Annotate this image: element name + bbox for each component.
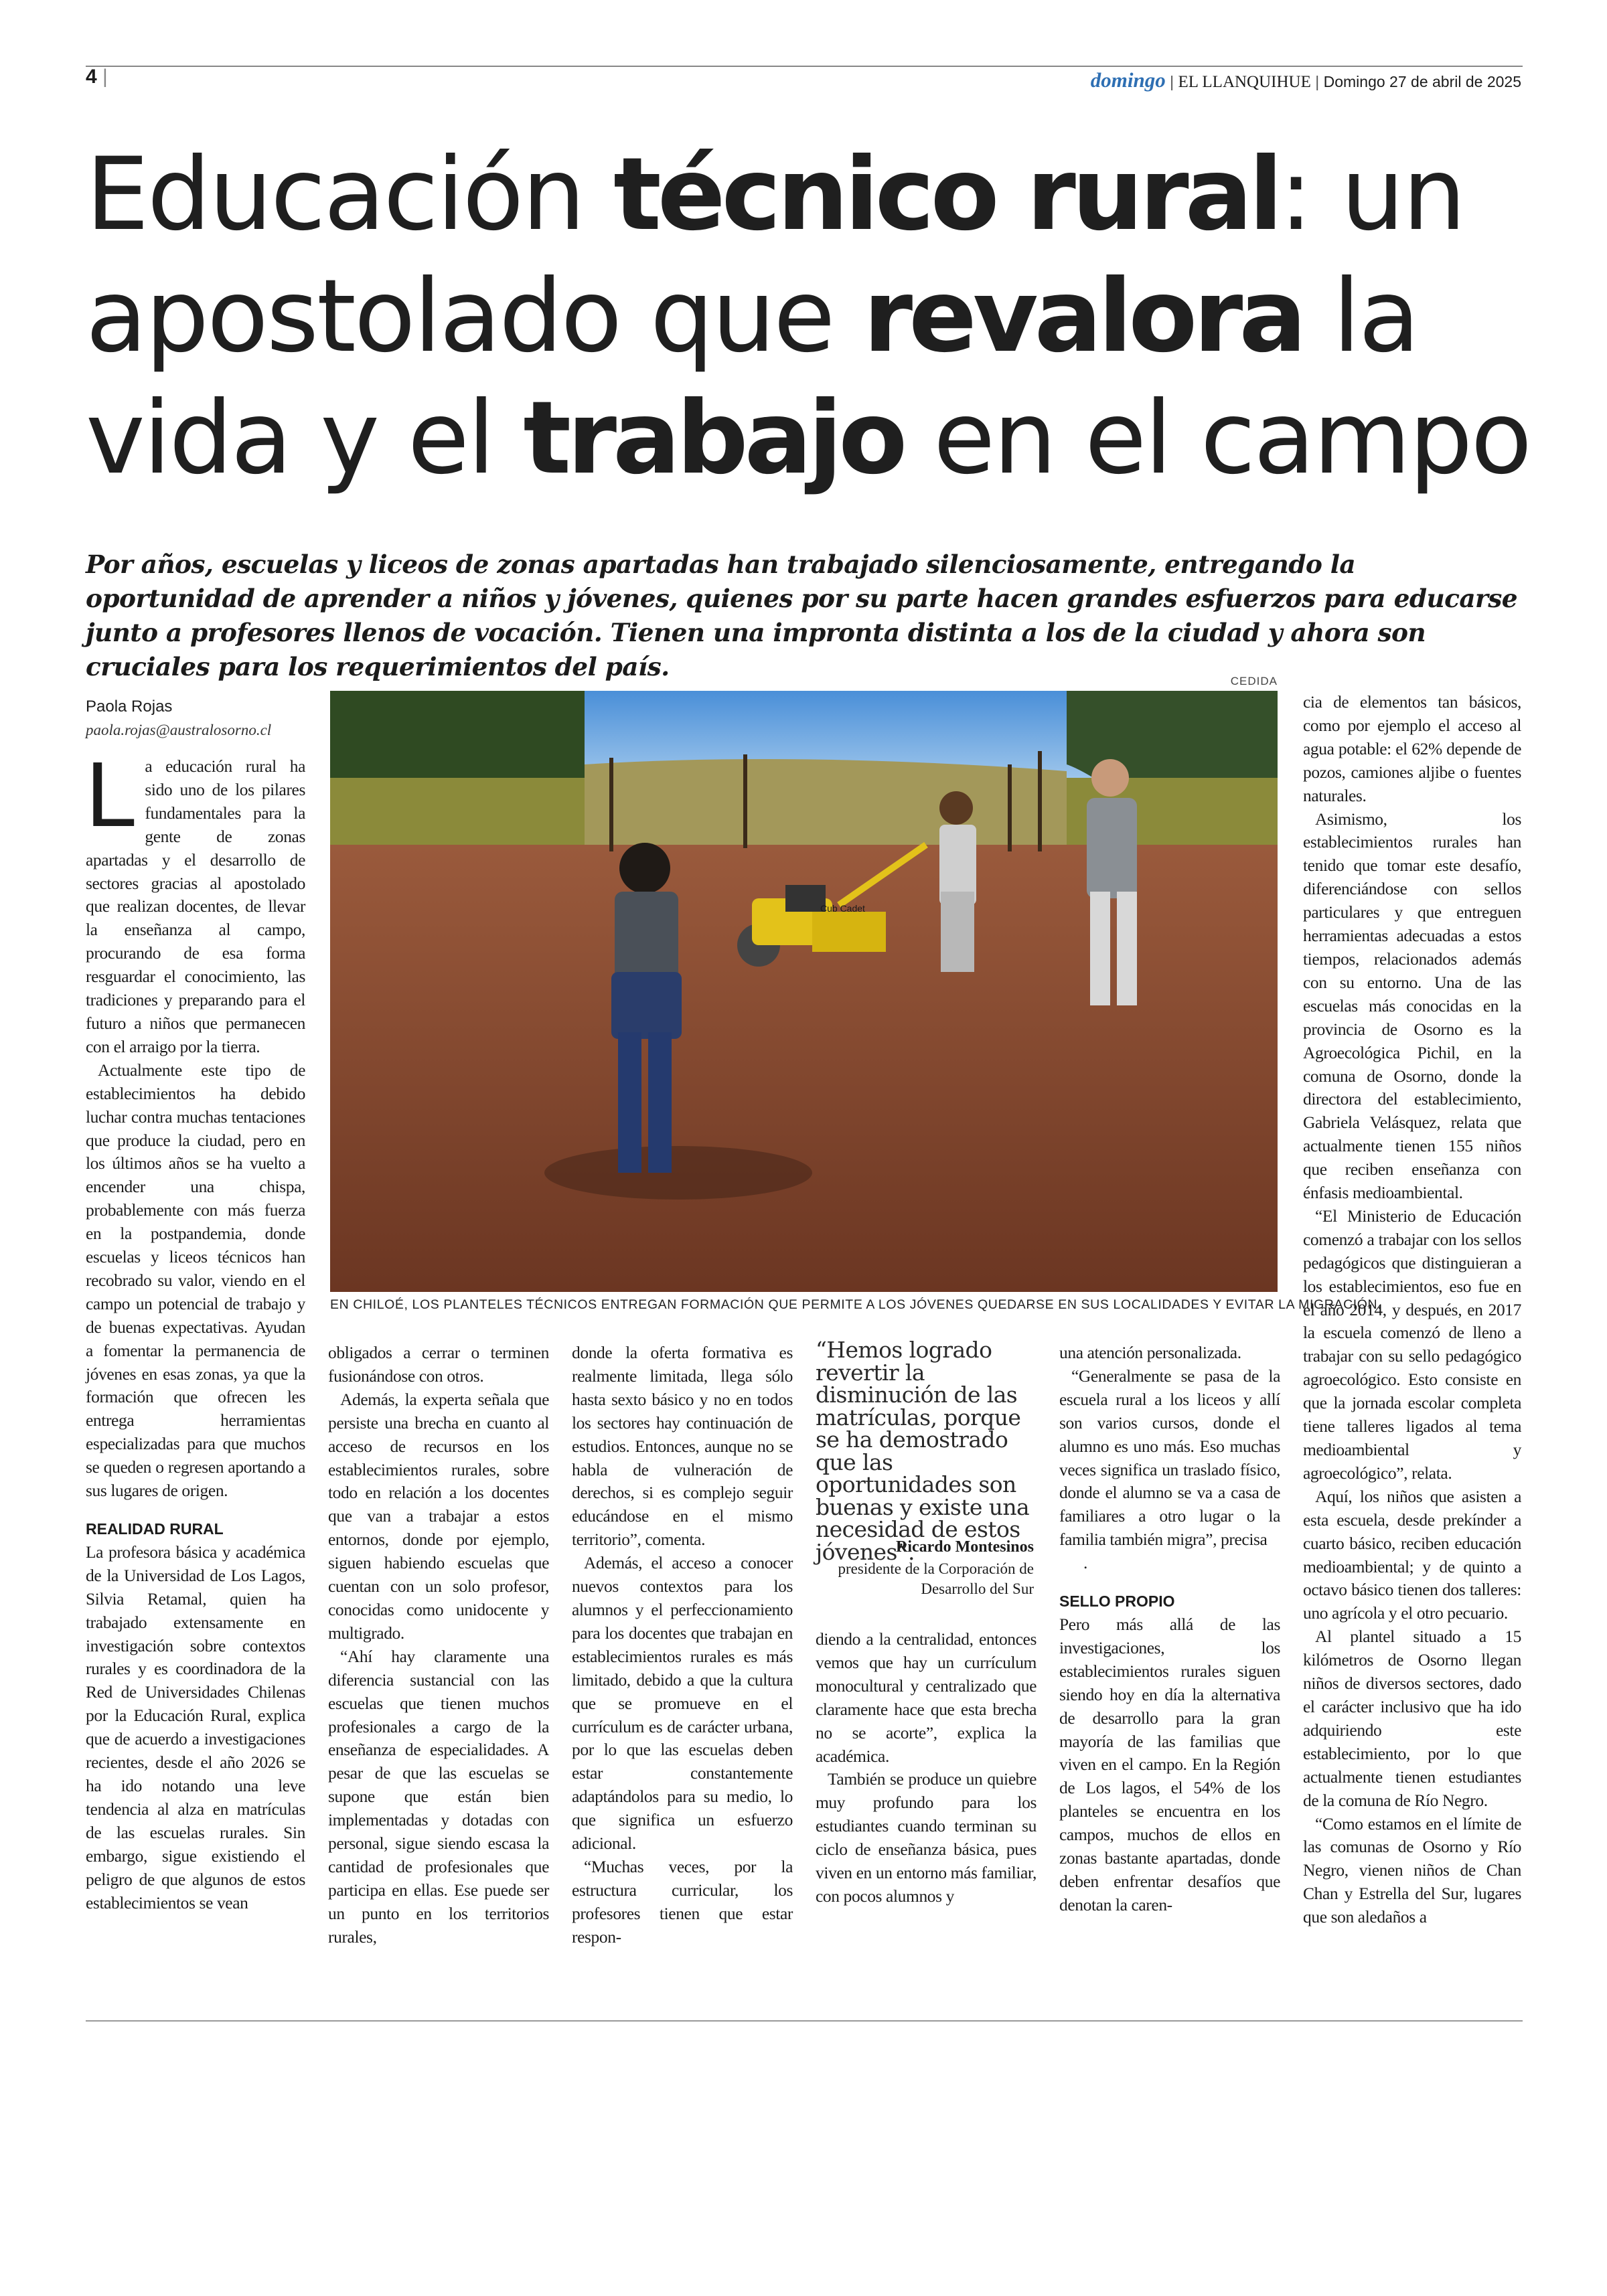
article-column-5: una atención personalizada. “Generalmente se pasa de la escuela rural a los liceos y allí son varios cursos, donde el alumno es uno más. Eso muchas veces significa un traslado físico, donde el alumno se va a casa de familiares a otro lugar o la familia también migra”, precisa . SELLO PROPIO Pero más allá de las investigaciones, los establecimientos rurales siguen siendo hoy en día la alternativa de desarrollo para la gran mayoría de las familias que viven en el campo. En la Región de Los lagos, el 54% de los planteles se encuentra en los campos, muchos de ellos en zonas bastante apartadas, donde deben enfrentar desafíos que denotan la caren- — [1059, 1343, 1280, 1914]
quote-attribution-role: presidente de la Corporación de Desarrollo del Sur — [838, 1560, 1034, 1597]
article-column-2: obligados a cerrar o terminen fusionándose con otros. Además, la experta señala que persiste una brecha en cuanto al acceso de recursos en los establecimientos rurales, sobre todo en relación a los docentes que van a trabajar a estos entornos, donde por ejemplo, siguen habiendo escuelas que cuentan con un solo profesor, conocidas como unidocente y multigrado. “Ahí hay claramente una diferencia sustancial con las escuelas que tienen muchos profesionales a cargo de la enseñanza de especialidades. A pesar de que las escuelas se supone que están bien implementadas y dotadas con personal, sigue siendo escasa la cantidad de profesionales que participa en ellas. Ese puede ser un punto en los territorios rurales, — [328, 1343, 549, 1947]
bottom-rule — [86, 2020, 1523, 2022]
masthead-date: Domingo 27 de abril de 2025 — [1323, 73, 1521, 90]
article-column-4: diendo a la centralidad, entonces vemos que hay un currículum monocultural y centralizado que claramente hace que esta brecha no se acorte”, explica la académica. También se produce un quiebre muy profundo para los estudiantes cuando terminan su ciclo de enseñanza básica, pues viven en un entorno más familiar, con pocos alumnos y — [816, 1629, 1037, 1906]
dek: Por años, escuelas y liceos de zonas apartadas han trabajado silenciosamente, entregando la oportunidad de aprender a niños y jóvenes, quienes por su parte hacen grandes esfuerzos para educarse junto a profesores llenos de vocación. Tienen una impronta distinta a los de la ciudad y ahora son cruciales para los requerimientos del país. — [86, 550, 1517, 681]
subhead-sello-propio: SELLO PROPIO — [1059, 1592, 1175, 1611]
masthead-section: domingo — [1090, 68, 1166, 92]
tiller-brand: Cub Cadet — [820, 903, 865, 914]
article-column-3: donde la oferta formativa es realmente limitada, llega sólo hasta sexto básico y no en todos los sectores hay continuación de estudios. Entonces, aunque no se habla de vulneración de derechos, si es complejo seguir educándose en el mismo territorio”, comenta. Además, el acceso a conocer nuevos contextos para los alumnos y el perfeccionamiento para los docentes que trabajan en establecimientos rurales es más limitado, debido a que la cultura que se promueve en el currículum es de carácter urbana, por lo que las escuelas deben estar constantemente adaptándolos para su medio, lo que significa un esfuerzo adicional. “Muchas veces, por la estructura curricular, los profesores tienen que estar respon- — [572, 1343, 793, 1947]
top-rule — [86, 66, 1523, 67]
article-column-1: La educación rural ha sido uno de los pilares fundamentales para la gente de zonas apartadas y el desarrollo de sectores gracias al apostolado que realizan docentes, de llevar la enseñanza al campo, procurando de esa forma resguardar el conocimiento, las tradiciones y preparando para el futuro a niños que permanecen con el arraigo por la tierra. Actualmente este tipo de establecimientos ha debido luchar contra muchas tentaciones que produce la ciudad, pero en los últimos años se ha vuelto a encender una chispa, probablemente con más fuerza en la postpandemia, donde escuelas y liceos técnicos han recobrado su valor, viendo en el campo un potencial de trabajo y de buenas expectativas. Ayudan a fomentar la permanencia de jóvenes en esas zonas, ya que la formación que ofrecen les entrega herramientas especializadas para que muchos se queden o regresen aportando a sus lugares de origen. REALIDAD RURAL La profesora básica y académica de la Universidad de Los Lagos, Silvia Retamal, quien ha trabajado extensamente en investigación sobre contextos rurales y es coordinadora de la Red de Universidades Chilenas por la Educación Rural, explica que de acuerdo a investigaciones recientes, desde el año 2026 se ha ido notando una leve tendencia al alza en matrículas de las escuelas rurales. Sin embargo, sigue existiendo el peligro de que algunos de estos establecimientos se vean — [86, 743, 305, 1912]
page-number: 4 | — [86, 66, 108, 88]
pull-quote: “Hemos logrado revertir la disminución de las matrículas, porque se ha demostrado que las oportunidades son buenas y existe una necesidad de estos jóvenes”. — [816, 1337, 1030, 1565]
subhead-realidad-rural: REALIDAD RURAL — [86, 1520, 224, 1538]
masthead: domingo | EL LLANQUIHUE | Domingo 27 de abril de 2025 — [1090, 68, 1521, 92]
photo-caption: EN CHILOÉ, LOS PLANTELES TÉCNICOS ENTREGAN FORMACIÓN QUE PERMITE A LOS JÓVENES QUEDARSE EN SUS LOCALIDADES Y EVITAR LA MIGRACIÓN. — [330, 1297, 1382, 1312]
photo-credit: CEDIDA — [1230, 675, 1278, 687]
quote-attribution-name: Ricardo Montesinos — [896, 1538, 1034, 1556]
field-photo-illustration — [330, 691, 1278, 1292]
headline: Educación técnico rural: un apostolado que revalora la vida y el trabajo en el campo — [86, 137, 1531, 497]
article-column-6: cia de elementos tan básicos, como por ejemplo el acceso al agua potable: el 62% depende de pozos, camiones aljibe o fuentes naturales. Asimismo, los establecimientos rurales han tenido que tomar este desafío, diferenciándose con sellos particulares y que entreguen herramientas adecuadas a estos tiempos, relacionados además con su entorno. Una de las escuelas más conocidas en la provincia de Osorno es la Agroecológica Pichil, en la comuna de Osorno, donde la directora del establecimiento, Gabriela Velásquez, relata que actualmente tienen 155 niños que reciben enseñanza con énfasis medioambiental. “El Ministerio de Educación comenzó a trabajar con los sellos pedagógicos que distinguieran a los establecimientos, eso fue en el año 2014, y después, en 2017 la escuela comenzó de lleno a trabajar con su sello pedagógico agroecológico. Esto consiste en que la jornada escolar completa tiene talleres ligados al tema medioambiental y agroecológico”, relata. Aquí, los niños que asisten a esta escuela, desde prekínder a cuarto básico, reciben educación medioambiental; y de quinto a octavo básico tienen dos talleres: uno agrícola y el otro pecuario. Al plantel situado a 15 kilómetros de Osorno llegan niños de diversos sectores, dado el carácter inclusivo que ha ido adquiriendo este establecimiento, por lo que actualmente tienen estudiantes de la comuna de Río Negro. “Como estamos en el límite de las comunas de Osorno y Río Negro, vienen niños de Chan Chan y Estrella del Sur, lugares que son aledaños a — [1303, 692, 1521, 1927]
byline-email: paola.rojas@australosorno.cl — [86, 722, 272, 738]
photo — [330, 691, 1278, 1292]
byline-author: Paola Rojas — [86, 698, 173, 716]
masthead-paper: EL LLANQUIHUE — [1178, 73, 1311, 91]
drop-cap: L — [86, 743, 137, 846]
